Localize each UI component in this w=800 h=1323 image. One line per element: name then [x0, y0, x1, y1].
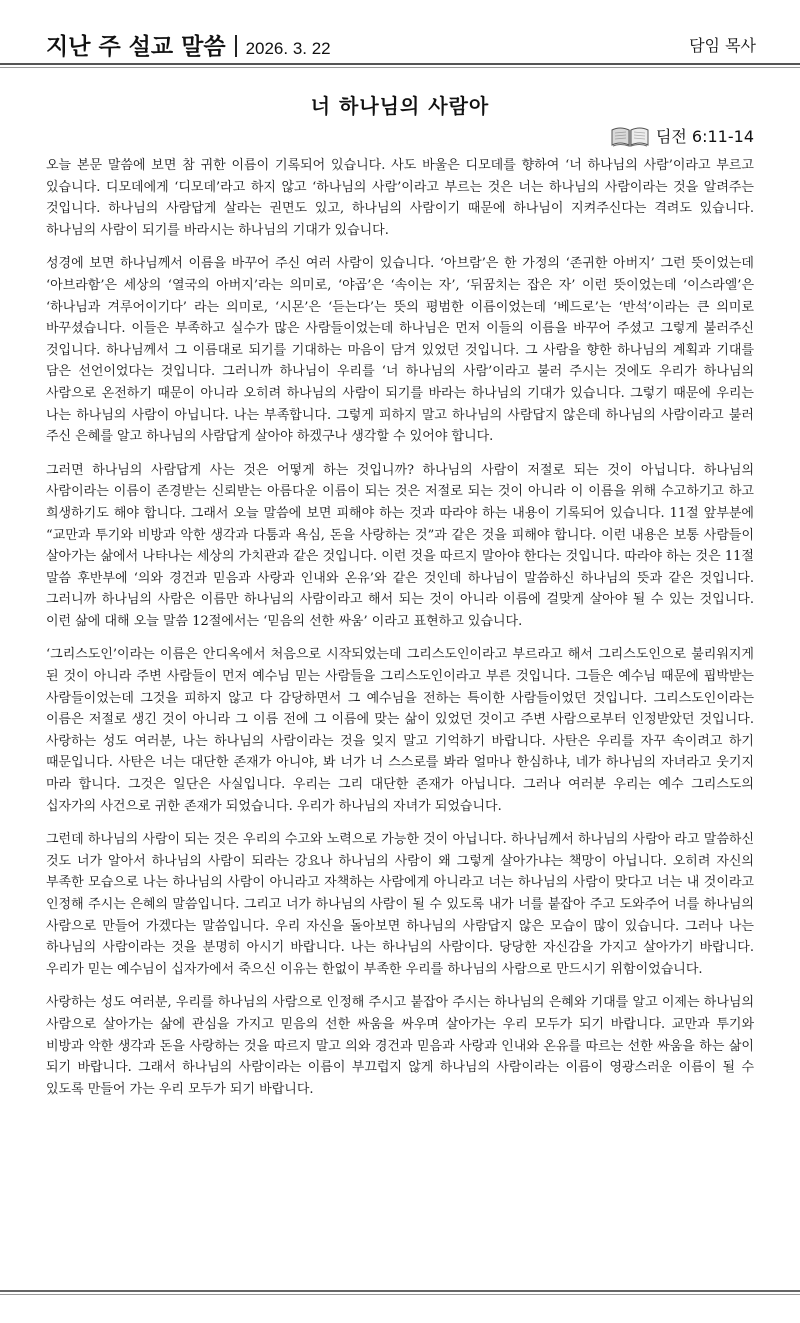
header — [0, 0, 800, 64]
scripture-text: 딤전 6:11-14 — [655, 126, 754, 146]
scripture-reference — [610, 122, 754, 148]
open-book-icon — [610, 122, 650, 148]
sermon-body — [46, 155, 754, 1112]
pastor-label: 담임 목사 — [689, 36, 756, 55]
header-divider — [235, 35, 237, 57]
header-left — [46, 28, 331, 61]
paragraph-6: 사랑하는 성도 여러분, 우리를 하나님의 사람으로 인정해 주시고 붙잡아 주시는 하나님의 은혜와 기대를 알고 이제는 하나님의 사람으로 살아가는 삶에 관심을 가지고 믿음의 선한 싸움을 싸우며 살아가는 우리 모두가 되기 바랍니다. 교만과 투기와 비방과 악한 생각과 돈을 사랑하는 것을 따르지 말고 의와 경건과 믿음과 사랑과 인내와 온유를 따르는 선한 싸움을 하는 삶이 되기 바랍니다. 그래서 하나님의 사람이라는 이름이 부끄럽지 않게 하나님의 사람이라는 이름이 영광스러운 이름이 될 수 있도록 만들어 가는 우리 모두가 되기 바랍니다. — [46, 995, 754, 1097]
sermon-date: 2026. 3. 22 — [245, 39, 331, 58]
section-title: 지난 주 설교 말씀 — [46, 34, 226, 60]
footer-rule-thin — [0, 1294, 800, 1295]
header-rule — [0, 63, 800, 65]
paragraph-5: 그런데 하나님의 사람이 되는 것은 우리의 수고와 노력으로 가능한 것이 아닙니다. 하나님께서 하나님의 사람아 라고 말씀하신 것도 너가 알아서 하나님의 사람이 되라는 강요나 하나님의 사람이 왜 그렇게 살아가냐는 책망이 아닙니다. 오히려 자신의 부족한 모습으로 나는 하나님의 사람이 아니라고 자책하는 사람에게 아니라고 너는 하나님의 사람이 맞다고 너는 내 것이라고 인정해 주시는 은혜의 말씀입니다. 그리고 너가 하나님의 사람이 될 수 있도록 내가 너를 붙잡아 주고 도와주어 너를 하나님의 사람으로 만들어 가겠다는 말씀입니다. 우리 자신을 돌아보면 하나님의 사람답지 않은 모습이 많이 있습니다. 그러나 나는 하나님의 사람이라는 것을 분명히 아시기 바랍니다. 나는 하나님의 사람이다. 당당한 자신감을 가지고 살아가기 바랍니다. 우리가 믿는 예수님이 십자가에서 죽으신 이유는 한없이 부족한 우리를 하나님의 사람으로 만드시기 위함이었습니다. — [46, 832, 754, 977]
footer-rule — [0, 1290, 800, 1292]
paragraph-2: 성경에 보면 하나님께서 이름을 바꾸어 주신 여러 사람이 있습니다. ‘아브람’은 한 가정의 ‘존귀한 아버지’ 그런 뜻이었는데 ‘아브라함’은 세상의 ‘열국의 아버지’라는 의미로, ‘야곱’은 ‘속이는 자’, ‘뒤꿈치는 잡은 자’ 이런 뜻이었는데 ‘이스라엘’은 ‘하나님과 겨루어이기다’ 라는 의미로, ‘시몬’은 ‘듣는다’는 뜻의 평범한 이름이었는데 ‘베드로’는 ‘반석’이라는 큰 의미로 바꾸셨습니다. 이들은 부족하고 실수가 많은 사람들이었는데 하나님은 먼저 이들의 이름을 바꾸어 주셨고 그렇게 불러주신 것입니다. 하나님께서 그 이름대로 되기를 기대하는 마음이 담겨 있었던 것입니다. 그 사람을 향한 하나님의 계획과 기대를 담은 선언이었다는 것입니다. 그러니까 하나님이 우리를 ‘너 하나님의 사람’이라고 불러 주시는 것에도 우리가 하나님의 사람으로 온전하기 때문이 아니라 오히려 하나님의 사람이 되기를 바라는 하나님의 기대가 있습니다. 그렇기 때문에 우리는 나는 하나님의 사람이 아닙니다. 나는 부족합니다. 그렇게 피하지 말고 하나님의 사람답지 않은데 하나님의 사람이라고 불러 주신 은혜를 알고 하나님의 사람답게 살아야 하겠구나 생각할 수 있어야 합니다. — [46, 256, 754, 445]
paragraph-1: 오늘 본문 말씀에 보면 참 귀한 이름이 기록되어 있습니다. 사도 바울은 디모데를 향하여 ‘너 하나님의 사람’이라고 부르고 있습니다. 디모데에게 ‘디모데’라고 하지 않고 ‘하나님의 사람’이라고 부르는 것은 너는 하나님의 사람이라는 것을 알려주는 것입니다. 하나님의 사람답게 살라는 권면도 있고, 하나님의 사람이기 때문에 하나님이 지켜주신다는 격려도 있습니다. 하나님의 사람이 되기를 바라시는 하나님의 기대가 있습니다. — [46, 158, 754, 238]
paragraph-3: 그러면 하나님의 사람답게 사는 것은 어떻게 하는 것입니까? 하나님의 사람이 저절로 되는 것이 아닙니다. 하나님의 사람이라는 이름이 존경받는 신뢰받는 아름다운 이름이 되는 것은 저절로 되는 것이 아니라 이 이름을 위해 수고하기고 하고 희생하기도 해야 합니다. 그래서 오늘 말씀에 보면 피해야 하는 것과 따라야 하는 내용이 기록되어 있습니다. 11절 앞부분에 “교만과 투기와 비방과 악한 생각과 다툼과 욕심, 돈을 사랑하는 것”과 같은 것을 피해야 합니다. 이런 내용은 보통 사람들이 살아가는 삶에서 나타나는 세상의 가치관과 같은 것입니다. 이런 것을 따르지 말아야 한다는 것입니다. 따라야 하는 것은 11절 말씀 후반부에 ‘의와 경건과 믿음과 사랑과 인내와 온유’와 같은 것인데 하나님이 말씀하신 하나님의 뜻과 같은 것입니다. 그러니까 하나님의 사람은 이름만 하나님의 사람이라고 해서 되는 것이 아니라 이름에 걸맞게 살아야 될 수 있는 것입니다. 이런 삶에 대해 오늘 말씀 12절에서는 ‘믿음의 선한 싸움’ 이라고 표현하고 있습니다. — [46, 462, 754, 629]
sermon-title: 너 하나님의 사람아 — [310, 94, 490, 118]
paragraph-4: ‘그리스도인’이라는 이름은 안디옥에서 처음으로 시작되었는데 그리스도인이라고 부르라고 해서 그리스도인으로 불리워지게 된 것이 아니라 주변 사람들이 먼저 예수님 믿는 사람들을 그리스도인이라고 부른 것입니다. 그들은 예수님 때문에 핍박받는 사람들이었는데 그것을 피하지 않고 다 감당하면서 그 예수님을 전하는 특이한 사람들이었던 것입니다. 그리스도인이라는 이름은 저절로 생긴 것이 아니라 그 이름 전에 그 이름에 맞는 삶이 있었던 것이고 주변 사람으로부터 인정받았던 것입니다. 사랑하는 성도 여러분, 나는 하나님의 사람이라는 것을 잊지 말고 기억하기 바랍니다. 사탄은 우리를 자꾸 속이려고 하기 때문입니다. 사탄은 너는 대단한 존재가 아니야, 봐 너가 너 스스로를 봐라 얼마나 한심하냐, 네가 하나님의 자녀라고 웃기지 마라 합니다. 그것은 일단은 사실입니다. 우리는 그리 대단한 존재가 아닙니다. 그러나 여러분 우리는 예수 그리스도의 십자가의 사건으로 귀한 존재가 되었습니다. 우리가 하나님의 자녀가 되었습니다. — [46, 647, 754, 814]
header-rule-thin — [0, 67, 800, 68]
